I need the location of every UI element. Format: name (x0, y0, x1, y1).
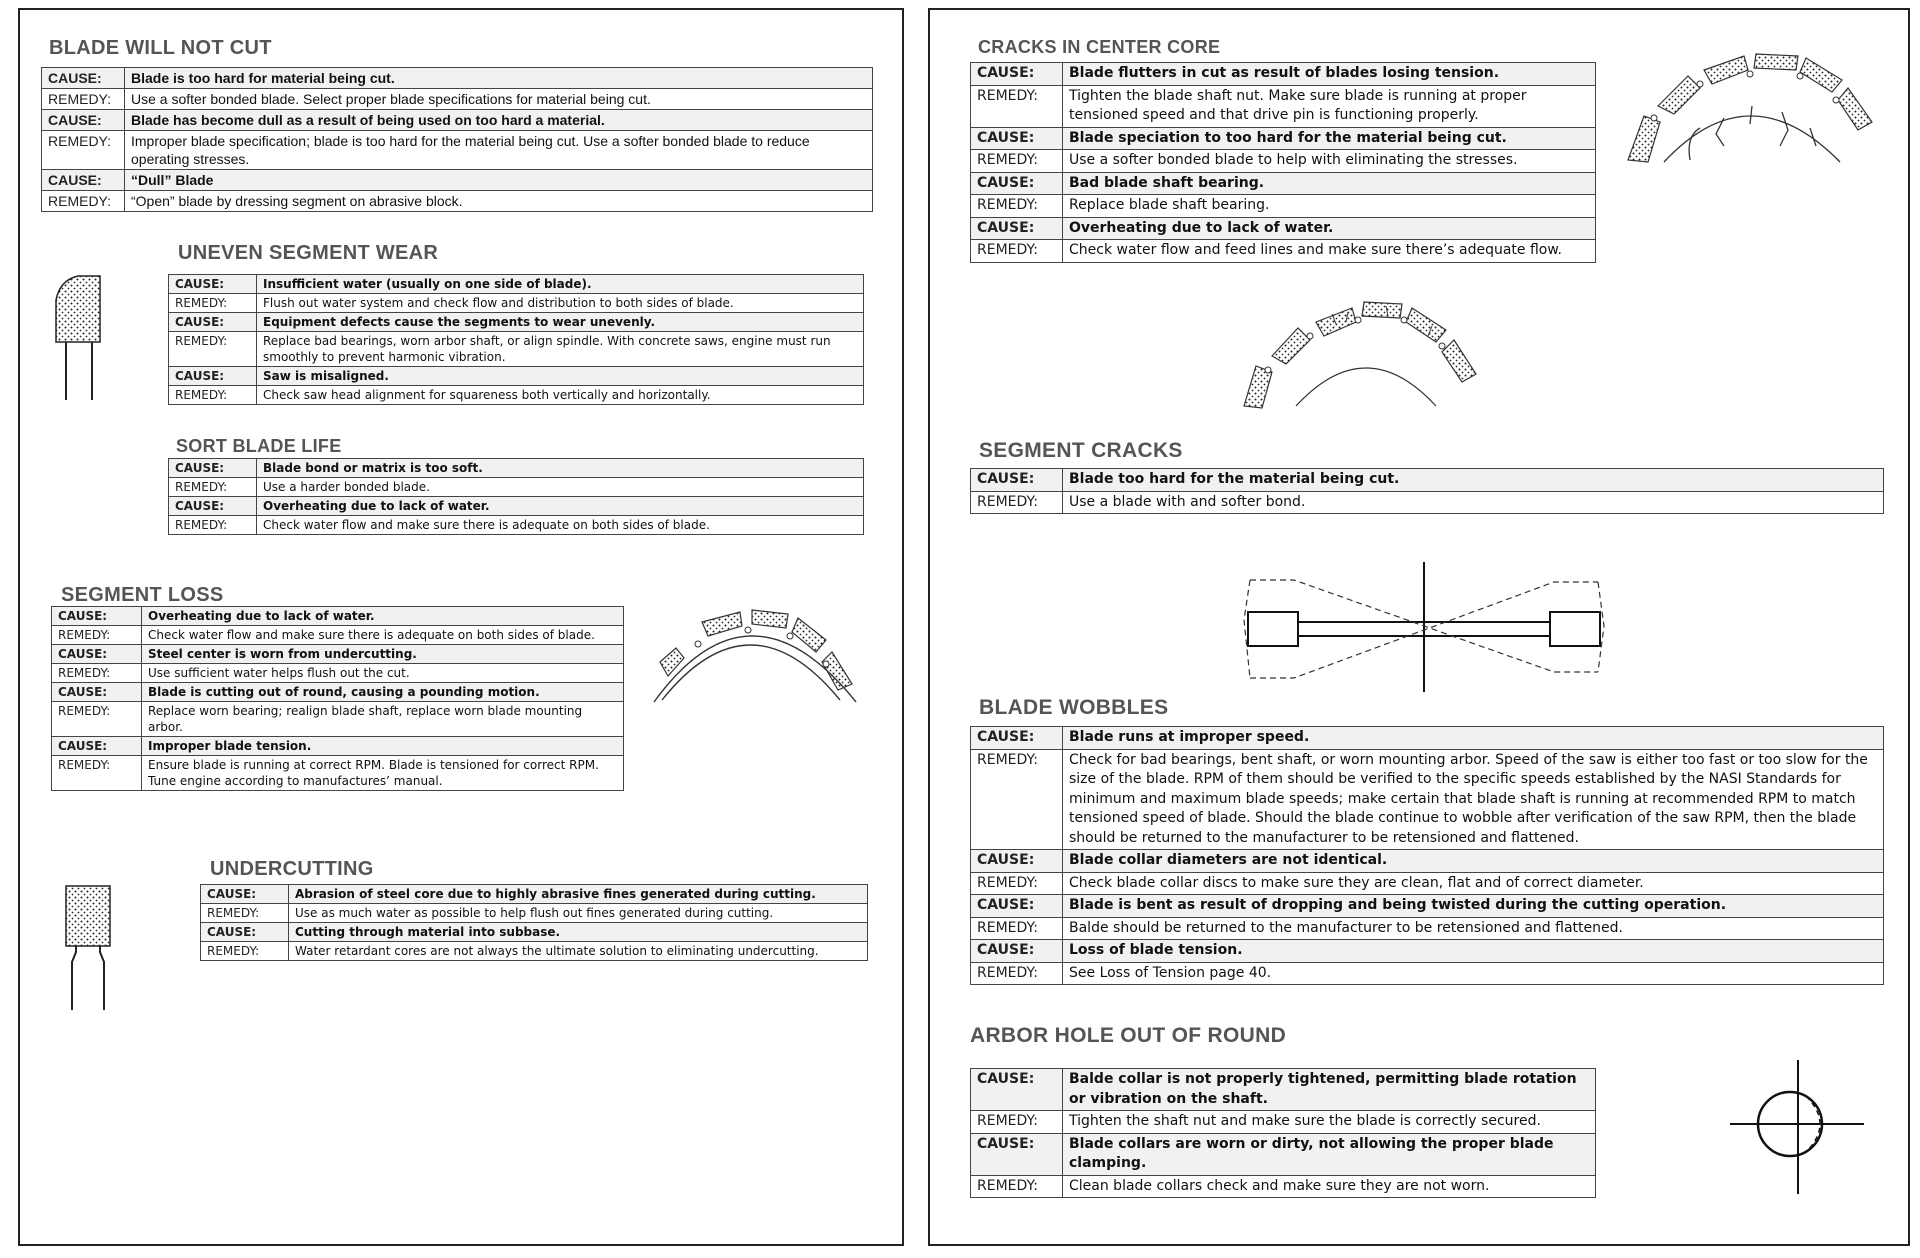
section-title-segment-loss: SEGMENT LOSS (61, 584, 224, 606)
cause-text: Blade collar diameters are not identical. (1063, 850, 1884, 873)
cause-text: Abrasion of steel core due to highly abrasive fines generated during cutting. (289, 885, 868, 904)
cause-text: Equipment defects cause the segments to wear unevenly. (257, 313, 864, 332)
remedy-label: REMEDY: (52, 626, 142, 645)
remedy-text: Use a harder bonded blade. (257, 478, 864, 497)
cause-row (42, 68, 873, 89)
remedy-row (42, 131, 873, 170)
table-cracks-in-center-core (970, 62, 1596, 263)
remedy-text: Check saw head alignment for squareness both vertically and horizontally. (257, 386, 864, 405)
remedy-row (52, 626, 624, 645)
remedy-row (201, 904, 868, 923)
remedy-label: REMEDY: (42, 191, 125, 212)
cause-row (971, 127, 1596, 150)
remedy-text: Check water flow and feed lines and make sure there’s adequate flow. (1063, 240, 1596, 263)
cause-text: Steel center is worn from undercutting. (142, 645, 624, 664)
cause-label: CAUSE: (169, 367, 257, 386)
cause-label: CAUSE: (42, 68, 125, 89)
remedy-row (52, 756, 624, 791)
cause-text: Blade runs at improper speed. (1063, 727, 1884, 750)
cause-row (971, 850, 1884, 873)
table-uneven-segment-wear (168, 274, 864, 405)
remedy-row (169, 516, 864, 535)
cause-text: Blade has become dull as a result of being used on too hard a material. (125, 110, 873, 131)
cause-text: Improper blade tension. (142, 737, 624, 756)
cause-label: CAUSE: (52, 683, 142, 702)
cause-row (971, 727, 1884, 750)
cause-text: Blade is too hard for material being cut. (125, 68, 873, 89)
cause-text: Overheating due to lack of water. (142, 607, 624, 626)
cause-row (169, 367, 864, 386)
remedy-row (971, 85, 1596, 127)
remedy-label: REMEDY: (201, 942, 289, 961)
table-blade-will-not-cut (41, 67, 873, 212)
remedy-text: Water retardant cores are not always the ultimate solution to eliminating undercutting. (289, 942, 868, 961)
remedy-text: Use a softer bonded blade. Select proper blade specifications for material being cut. (125, 89, 873, 110)
cause-label: CAUSE: (971, 217, 1063, 240)
remedy-label: REMEDY: (52, 756, 142, 791)
cause-label: CAUSE: (201, 885, 289, 904)
cause-label: CAUSE: (971, 1133, 1063, 1175)
remedy-row (971, 872, 1884, 895)
remedy-label: REMEDY: (42, 89, 125, 110)
remedy-text: Flush out water system and check flow and distribution to both sides of blade. (257, 294, 864, 313)
cause-row (971, 895, 1884, 918)
cause-row (169, 459, 864, 478)
cracked-core-blade-icon (1620, 50, 1890, 170)
cause-row (42, 110, 873, 131)
table-sort-blade-life (168, 458, 864, 535)
remedy-row (971, 917, 1884, 940)
table-segment-cracks (970, 468, 1884, 514)
cause-text: Insufficient water (usually on one side of blade). (257, 275, 864, 294)
remedy-text: Use sufficient water helps flush out the cut. (142, 664, 624, 683)
section-title-segment-cracks: SEGMENT CRACKS (979, 439, 1183, 462)
arbor-hole-icon (1728, 1058, 1868, 1198)
cause-row (52, 683, 624, 702)
remedy-label: REMEDY: (169, 294, 257, 313)
cause-label: CAUSE: (971, 63, 1063, 86)
cause-text: Blade bond or matrix is too soft. (257, 459, 864, 478)
cause-row (52, 645, 624, 664)
remedy-label: REMEDY: (971, 491, 1063, 514)
remedy-label: REMEDY: (971, 195, 1063, 218)
table-arbor-hole-out-of-round (970, 1068, 1596, 1198)
remedy-row (169, 294, 864, 313)
cause-row (52, 737, 624, 756)
remedy-text: Check water flow and make sure there is adequate on both sides of blade. (142, 626, 624, 645)
cause-label: CAUSE: (971, 469, 1063, 492)
cause-row (971, 1133, 1596, 1175)
remedy-row (169, 478, 864, 497)
cause-label: CAUSE: (971, 850, 1063, 873)
remedy-text: Ensure blade is running at correct RPM. Blade is tensioned for correct RPM. Tune engine according to manufactures’ manual. (142, 756, 624, 791)
cause-text: Loss of blade tension. (1063, 940, 1884, 963)
remedy-label: REMEDY: (169, 478, 257, 497)
remedy-label: REMEDY: (169, 386, 257, 405)
blade-arc-icon (640, 600, 870, 710)
remedy-label: REMEDY: (971, 1175, 1063, 1198)
remedy-label: REMEDY: (971, 749, 1063, 850)
remedy-label: REMEDY: (169, 332, 257, 367)
remedy-label: REMEDY: (42, 131, 125, 170)
remedy-label: REMEDY: (52, 664, 142, 683)
remedy-row (169, 332, 864, 367)
section-title-arbor-hole-out-of-round: ARBOR HOLE OUT OF ROUND (970, 1024, 1287, 1047)
cause-row (169, 313, 864, 332)
remedy-row (971, 240, 1596, 263)
remedy-text: Replace worn bearing; realign blade shaft, replace worn blade mounting arbor. (142, 702, 624, 737)
cause-row (42, 170, 873, 191)
remedy-row (42, 89, 873, 110)
remedy-row (201, 942, 868, 961)
remedy-label: REMEDY: (169, 516, 257, 535)
cause-label: CAUSE: (971, 895, 1063, 918)
cause-text: Overheating due to lack of water. (257, 497, 864, 516)
remedy-text: Check for bad bearings, bent shaft, or worn mounting arbor. Speed of the saw is either too fast or too slow for the size of the blade. RPM of them should be verified to the specific speeds established by the NASI Standards for minimum and maximum blade speeds; make certain that blade shaft is running at recommended RPM to match tensioned speed of blade. Should the blade continue to wobble after verification of the saw RPM, then the blade should be returned to the manufacturer to be retensioned and flattened. (1063, 749, 1884, 850)
remedy-row (52, 664, 624, 683)
remedy-text: Replace bad bearings, worn arbor shaft, or align spindle. With concrete saws, engine must run smoothly to prevent harmonic vibration. (257, 332, 864, 367)
remedy-row (971, 962, 1884, 985)
section-title-blade-wobbles: BLADE WOBBLES (979, 696, 1169, 719)
cause-label: CAUSE: (42, 170, 125, 191)
cause-row (201, 885, 868, 904)
cause-label: CAUSE: (971, 1069, 1063, 1111)
remedy-text: Check blade collar discs to make sure they are clean, flat and of correct diameter. (1063, 872, 1884, 895)
remedy-text: Use a softer bonded blade to help with eliminating the stresses. (1063, 150, 1596, 173)
cause-row (971, 940, 1884, 963)
cause-text: Blade flutters in cut as result of blades losing tension. (1063, 63, 1596, 86)
undercut-segment-icon (62, 884, 122, 1014)
section-title-undercutting: UNDERCUTTING (210, 858, 374, 880)
remedy-row (169, 386, 864, 405)
cause-text: Cutting through material into subbase. (289, 923, 868, 942)
cause-text: “Dull” Blade (125, 170, 873, 191)
section-title-cracks-in-center-core: CRACKS IN CENTER CORE (978, 37, 1221, 57)
cause-label: CAUSE: (201, 923, 289, 942)
cause-text: Blade too hard for the material being cut. (1063, 469, 1884, 492)
remedy-text: Use a blade with and softer bond. (1063, 491, 1884, 514)
cause-label: CAUSE: (971, 940, 1063, 963)
cause-text: Blade collars are worn or dirty, not allowing the proper blade clamping. (1063, 1133, 1596, 1175)
cause-row (52, 607, 624, 626)
cause-label: CAUSE: (52, 737, 142, 756)
section-title-blade-will-not-cut: BLADE WILL NOT CUT (49, 37, 272, 59)
cause-label: CAUSE: (52, 607, 142, 626)
cause-label: CAUSE: (971, 172, 1063, 195)
cause-label: CAUSE: (52, 645, 142, 664)
cause-label: CAUSE: (169, 459, 257, 478)
worn-segment-icon (52, 272, 112, 402)
section-title-uneven-segment-wear: UNEVEN SEGMENT WEAR (178, 242, 439, 264)
remedy-text: See Loss of Tension page 40. (1063, 962, 1884, 985)
cause-label: CAUSE: (42, 110, 125, 131)
cause-text: Balde collar is not properly tightened, permitting blade rotation or vibration on the shaft. (1063, 1069, 1596, 1111)
cause-row (201, 923, 868, 942)
remedy-row (971, 195, 1596, 218)
cracked-segments-blade-icon (1236, 290, 1506, 410)
remedy-label: REMEDY: (971, 872, 1063, 895)
cause-text: Blade is bent as result of dropping and being twisted during the cutting operation. (1063, 895, 1884, 918)
cause-label: CAUSE: (971, 127, 1063, 150)
cause-label: CAUSE: (169, 313, 257, 332)
remedy-row (971, 749, 1884, 850)
remedy-label: REMEDY: (971, 240, 1063, 263)
remedy-row (971, 150, 1596, 173)
cause-row (169, 275, 864, 294)
remedy-label: REMEDY: (971, 1111, 1063, 1134)
remedy-label: REMEDY: (52, 702, 142, 737)
cause-row (971, 217, 1596, 240)
wobble-blade-icon (1244, 560, 1604, 700)
section-title-sort-blade-life: SORT BLADE LIFE (176, 436, 342, 456)
cause-row (971, 63, 1596, 86)
cause-label: CAUSE: (169, 275, 257, 294)
remedy-row (52, 702, 624, 737)
remedy-text: Replace blade shaft bearing. (1063, 195, 1596, 218)
cause-text: Bad blade shaft bearing. (1063, 172, 1596, 195)
cause-row (169, 497, 864, 516)
table-blade-wobbles (970, 726, 1884, 985)
table-undercutting (200, 884, 868, 961)
remedy-text: “Open” blade by dressing segment on abrasive block. (125, 191, 873, 212)
remedy-label: REMEDY: (971, 150, 1063, 173)
remedy-text: Tighten the blade shaft nut. Make sure blade is running at proper tensioned speed and that drive pin is functioning properly. (1063, 85, 1596, 127)
remedy-row (971, 1175, 1596, 1198)
remedy-label: REMEDY: (971, 917, 1063, 940)
remedy-text: Balde should be returned to the manufacturer to be retensioned and flattened. (1063, 917, 1884, 940)
remedy-text: Tighten the shaft nut and make sure the blade is correctly secured. (1063, 1111, 1596, 1134)
remedy-label: REMEDY: (201, 904, 289, 923)
remedy-row (971, 491, 1884, 514)
cause-row (971, 1069, 1596, 1111)
remedy-text: Clean blade collars check and make sure they are not worn. (1063, 1175, 1596, 1198)
cause-label: CAUSE: (971, 727, 1063, 750)
remedy-label: REMEDY: (971, 962, 1063, 985)
cause-row (971, 172, 1596, 195)
cause-row (971, 469, 1884, 492)
remedy-row (42, 191, 873, 212)
table-segment-loss (51, 606, 624, 791)
remedy-label: REMEDY: (971, 85, 1063, 127)
remedy-text: Improper blade specification; blade is too hard for the material being cut. Use a softer bonded blade to reduce operating stresses. (125, 131, 873, 170)
cause-text: Saw is misaligned. (257, 367, 864, 386)
cause-text: Overheating due to lack of water. (1063, 217, 1596, 240)
remedy-text: Use as much water as possible to help flush out fines generated during cutting. (289, 904, 868, 923)
cause-text: Blade speciation to too hard for the material being cut. (1063, 127, 1596, 150)
remedy-row (971, 1111, 1596, 1134)
remedy-text: Check water flow and make sure there is adequate on both sides of blade. (257, 516, 864, 535)
cause-text: Blade is cutting out of round, causing a pounding motion. (142, 683, 624, 702)
cause-label: CAUSE: (169, 497, 257, 516)
